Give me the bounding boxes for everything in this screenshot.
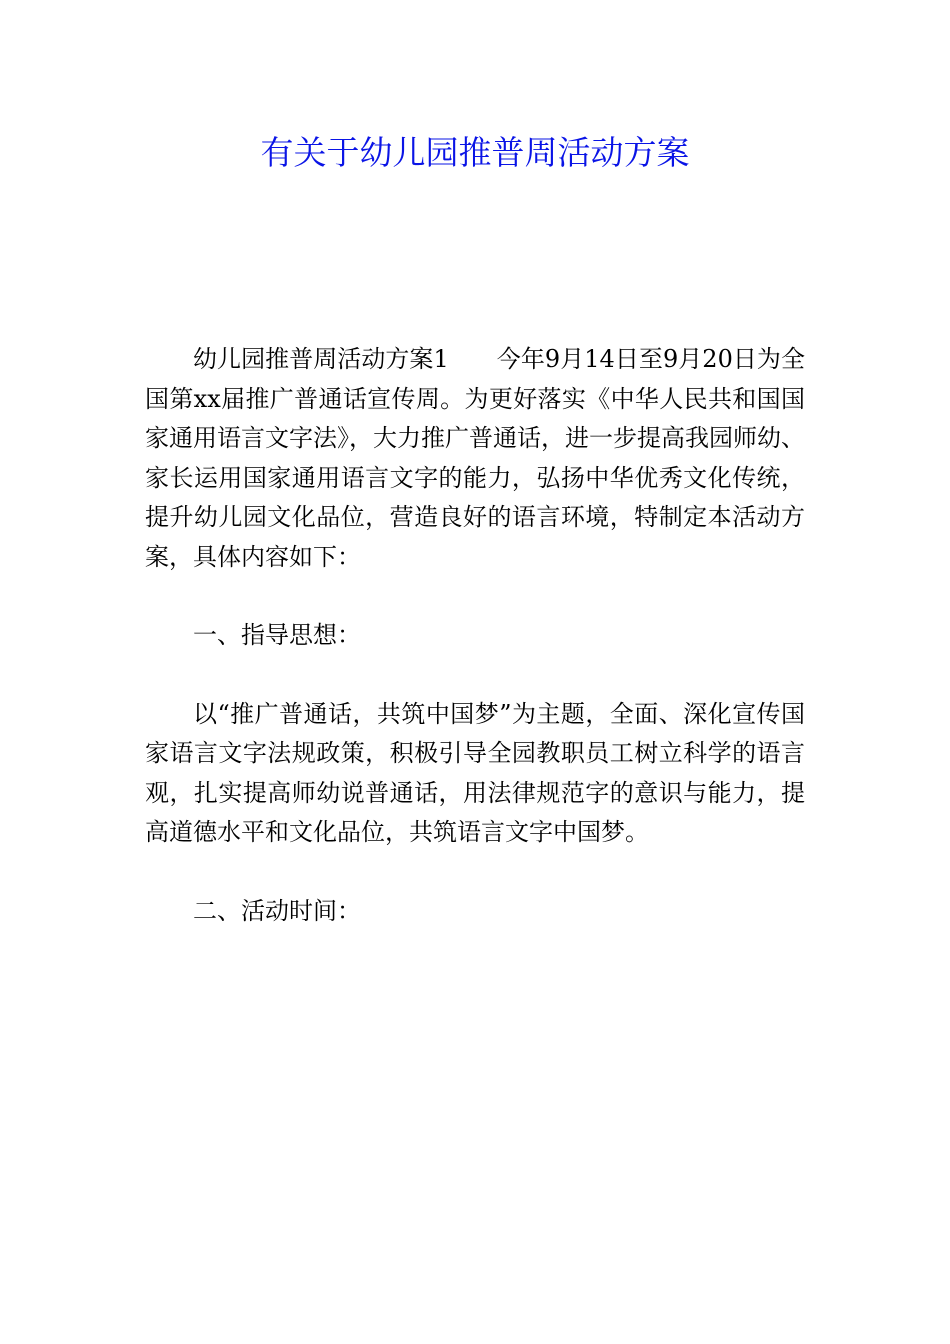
document-title: 有关于幼儿园推普周活动方案: [260, 133, 690, 172]
intro-heading: 幼儿园推普周活动方案1: [193, 345, 449, 373]
intro-paragraph: [145, 340, 805, 577]
intro-text: 今年9月14日至9月20日为全国第xx届推广普通话宣传周。为更好落实《中华人民共和国国家通用语言文字法》，大力推广普通话，进一步提高我园师幼、家长运用国家通用语言文字的能力，弘扬中华优秀文化传统，提升幼儿园文化品位，营造良好的语言环境，特制定本活动方案，具体内容如下：: [145, 345, 805, 571]
section1-heading: 一、指导思想：: [193, 621, 361, 649]
section1-paragraph: 以“推广普通话，共筑中国梦”为主题，全面、深化宣传国家语言文字法规政策，积极引导全园教职员工树立科学的语言观，扎实提高师幼说普通话，用法律规范字的意识与能力，提高道德水平和文化品位，共筑语言文字中国梦。: [145, 699, 805, 846]
section2-heading: 二、活动时间：: [193, 896, 361, 925]
document-body: [145, 340, 805, 970]
